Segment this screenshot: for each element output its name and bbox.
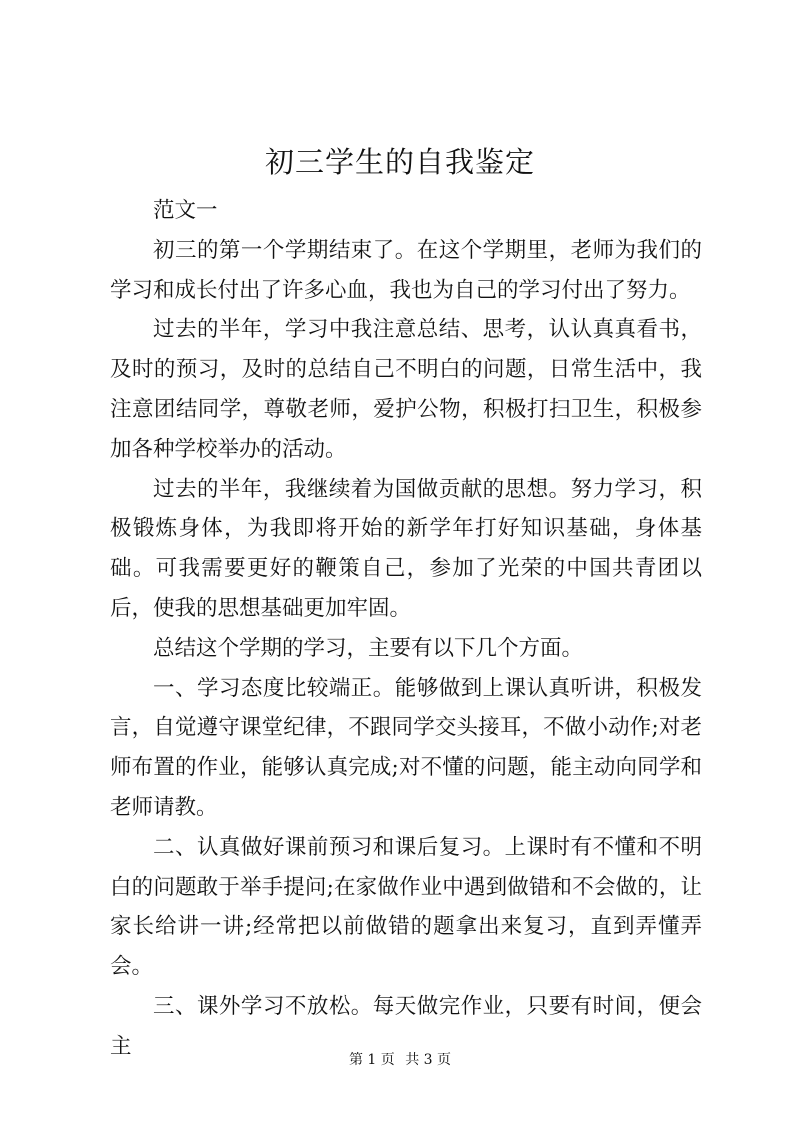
page-title: 初三学生的自我鉴定 (264, 145, 535, 179)
paragraph: 三、课外学习不放松。每天做完作业，只要有时间，便会主 (110, 993, 702, 1059)
paragraph: 过去的半年，学习中我注意总结、思考，认认真真看书，及时的预习，及时的总结自己不明白的问题，日常生活中，我注意团结同学，尊敬老师，爱护公物，积极打扫卫生，积极参加各种学校举办的活动。 (110, 317, 702, 462)
paragraph: 过去的半年，我继续着为国做贡献的思想。努力学习，积极锻炼身体，为我即将开始的新学年打好知识基础，身体基础。可我需要更好的鞭策自己，参加了光荣的中国共青团以后，使我的思想基础更加牢固。 (110, 476, 702, 621)
page-total: 共 3 页 (405, 1052, 452, 1068)
paragraph: 一、学习态度比较端正。能够做到上课认真听讲，积极发言，自觉遵守课堂纪律，不跟同学交头接耳，不做小动作;对老师布置的作业，能够认真完成;对不懂的问题，能主动向同学和老师请教。 (110, 675, 702, 820)
paragraph: 初三的第一个学期结束了。在这个学期里，老师为我们的学习和成长付出了许多心血，我也为自己的学习付出了努力。 (110, 237, 702, 303)
page-footer (0, 1050, 800, 1070)
paragraph: 总结这个学期的学习，主要有以下几个方面。 (153, 635, 584, 661)
paragraph: 二、认真做好课前预习和课后复习。上课时有不懂和不明白的问题敢于举手提问;在家做作业中遇到做错和不会做的，让家长给讲一讲;经常把以前做错的题拿出来复习，直到弄懂弄会。 (110, 834, 702, 980)
paragraph-heading: 范文一 (153, 198, 218, 223)
document-body (110, 191, 702, 1067)
page-number: 第 1 页 (348, 1052, 395, 1068)
